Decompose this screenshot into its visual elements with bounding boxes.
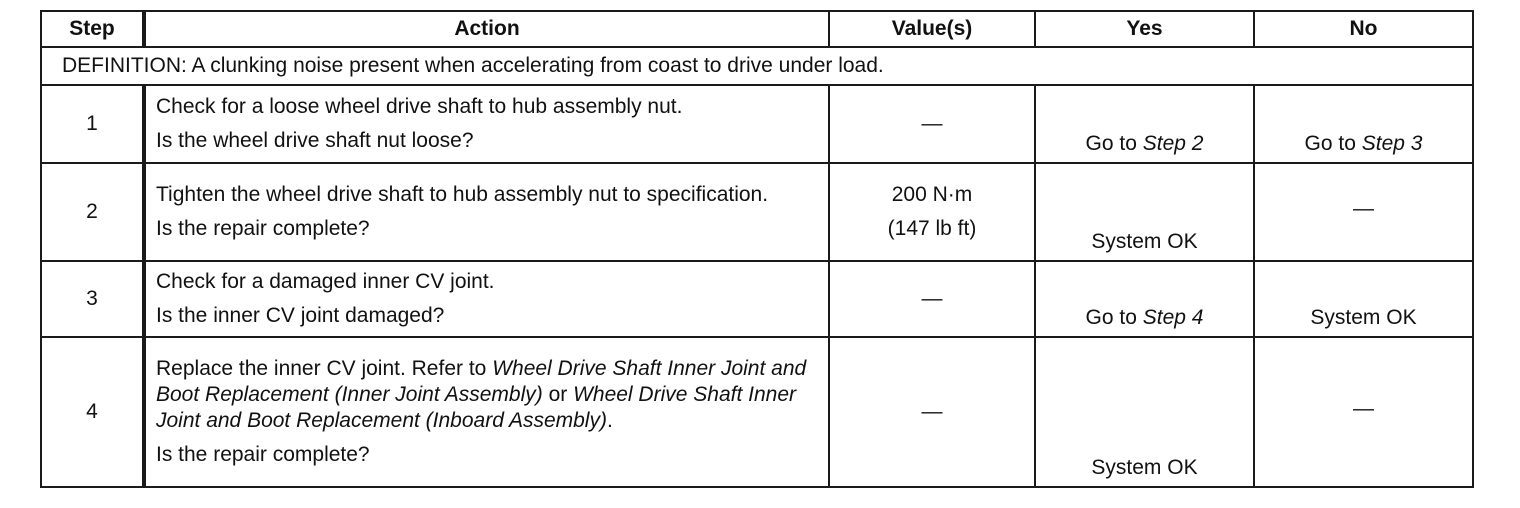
yes-prefix: Go to xyxy=(1085,132,1143,155)
diagnostic-table xyxy=(40,10,1474,488)
action-question: Is the wheel drive shaft nut loose? xyxy=(156,129,474,152)
yes-cell: System OK xyxy=(1035,163,1254,261)
no-cell xyxy=(1254,85,1473,163)
torque-value-imperial: (147 lb ft) xyxy=(887,217,977,240)
header-row xyxy=(41,11,1473,47)
action-text: Check for a loose wheel drive shaft to hub assembly nut. xyxy=(156,95,683,118)
value-cell: — xyxy=(829,261,1035,337)
action-question: Is the repair complete? xyxy=(156,443,370,466)
yes-prefix: Go to xyxy=(1085,306,1143,329)
value-cell: — xyxy=(829,337,1035,487)
action-question: Is the inner CV joint damaged? xyxy=(156,304,445,327)
header-no: No xyxy=(1254,11,1473,47)
action-text-part1: Replace the inner CV joint. Refer to xyxy=(156,357,493,380)
action-question: Is the repair complete? xyxy=(156,217,370,240)
step-number: 2 xyxy=(41,163,144,261)
action-text xyxy=(156,356,818,434)
action-cell xyxy=(144,163,829,261)
yes-cell xyxy=(1035,261,1254,337)
no-step-ref: Step 3 xyxy=(1361,132,1423,155)
action-text-part2: or xyxy=(542,383,574,406)
procedure-ref-inboard: Wheel Drive Shaft Inner Joint and Boot Replacement (Inboard Assembly) xyxy=(156,383,797,432)
header-yes: Yes xyxy=(1035,11,1254,47)
table-row xyxy=(41,85,1473,163)
value-cell: — xyxy=(829,85,1035,163)
step-number: 3 xyxy=(41,261,144,337)
action-text-part3: . xyxy=(606,409,613,432)
yes-cell: System OK xyxy=(1035,337,1254,487)
step-number: 1 xyxy=(41,85,144,163)
no-cell: System OK xyxy=(1254,261,1473,337)
yes-step-ref: Step 4 xyxy=(1142,306,1204,329)
definition-text: DEFINITION: A clunking noise present when accelerating from coast to drive under load. xyxy=(41,47,1473,85)
step-number: 4 xyxy=(41,337,144,487)
table-row xyxy=(41,163,1473,261)
no-cell: — xyxy=(1254,163,1473,261)
header-values: Value(s) xyxy=(829,11,1035,47)
yes-step-ref: Step 2 xyxy=(1142,132,1204,155)
table-row xyxy=(41,337,1473,487)
action-cell xyxy=(144,261,829,337)
action-text: Tighten the wheel drive shaft to hub assembly nut to specification. xyxy=(156,183,769,206)
no-prefix: Go to xyxy=(1304,132,1362,155)
header-step: Step xyxy=(41,11,144,47)
procedure-ref-inner-joint: Wheel Drive Shaft Inner Joint and Boot Replacement (Inner Joint Assembly) xyxy=(156,357,807,406)
no-cell: — xyxy=(1254,337,1473,487)
action-cell xyxy=(144,337,829,487)
table-row xyxy=(41,261,1473,337)
definition-row xyxy=(41,47,1473,85)
torque-value: 200 N·m xyxy=(891,183,973,206)
action-cell xyxy=(144,85,829,163)
action-text: Check for a damaged inner CV joint. xyxy=(156,270,495,293)
header-action: Action xyxy=(144,11,829,47)
yes-cell xyxy=(1035,85,1254,163)
value-cell xyxy=(829,163,1035,261)
